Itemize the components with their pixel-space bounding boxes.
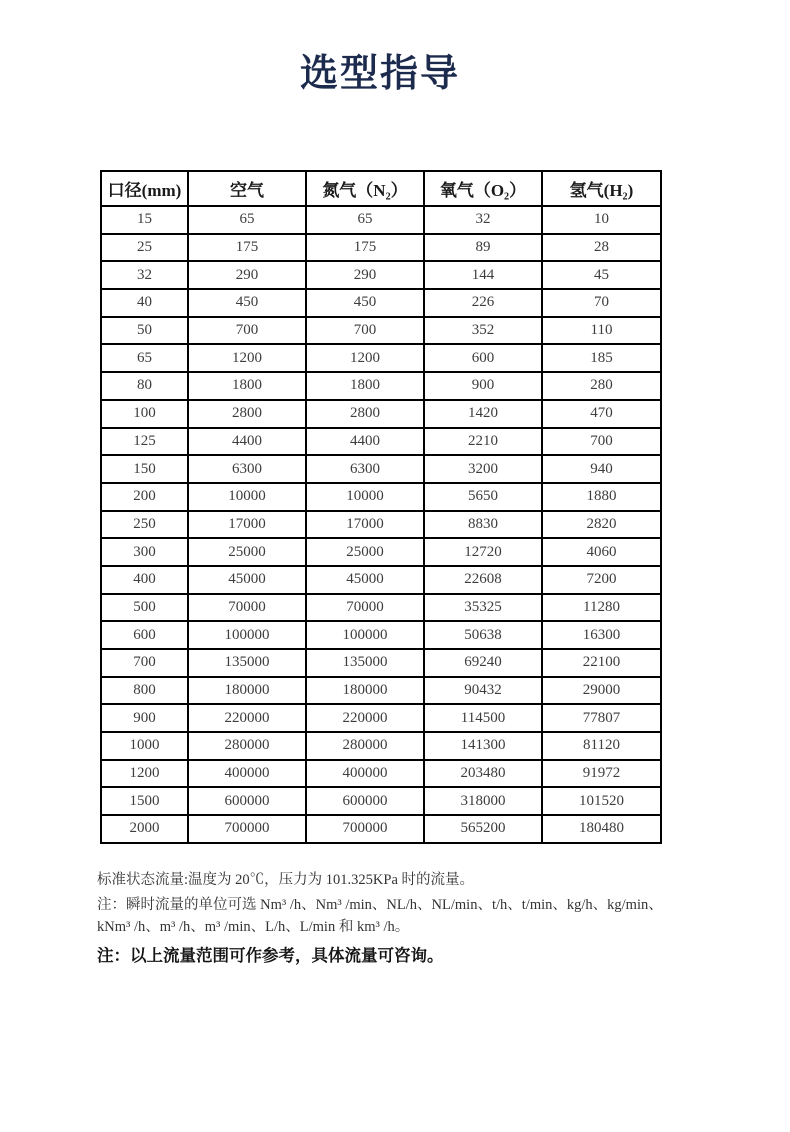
table-cell: 80 xyxy=(101,372,188,400)
table-cell: 110 xyxy=(542,317,661,345)
table-row xyxy=(101,704,661,732)
table-cell: 144 xyxy=(424,261,542,289)
table-cell: 600000 xyxy=(188,787,306,815)
table-cell: 180480 xyxy=(542,815,661,843)
table-cell: 77807 xyxy=(542,704,661,732)
table-cell: 35325 xyxy=(424,594,542,622)
table-cell: 352 xyxy=(424,317,542,345)
table-row xyxy=(101,483,661,511)
table-cell: 280 xyxy=(542,372,661,400)
table-cell: 200 xyxy=(101,483,188,511)
table-cell: 280000 xyxy=(306,732,424,760)
table-header xyxy=(101,171,661,206)
table-cell: 50638 xyxy=(424,621,542,649)
table-cell: 100 xyxy=(101,400,188,428)
table-cell: 220000 xyxy=(306,704,424,732)
table-cell: 4400 xyxy=(188,428,306,456)
column-header: 氧气（O₂） xyxy=(424,171,542,206)
table-cell: 8830 xyxy=(424,511,542,539)
table-cell: 135000 xyxy=(306,649,424,677)
note-reference: 注：以上流量范围可作参考，具体流量可咨询。 xyxy=(97,947,444,965)
table-cell: 700000 xyxy=(188,815,306,843)
table-cell: 800 xyxy=(101,677,188,705)
table-cell: 2000 xyxy=(101,815,188,843)
table-cell: 25000 xyxy=(306,538,424,566)
table-cell: 50 xyxy=(101,317,188,345)
table-cell: 565200 xyxy=(424,815,542,843)
table-cell: 150 xyxy=(101,455,188,483)
table-row xyxy=(101,566,661,594)
table-cell: 45000 xyxy=(306,566,424,594)
table-row xyxy=(101,649,661,677)
table-cell: 400 xyxy=(101,566,188,594)
table-cell: 25 xyxy=(101,234,188,262)
table-cell: 185 xyxy=(542,344,661,372)
table-cell: 6300 xyxy=(306,455,424,483)
table-row xyxy=(101,677,661,705)
table-cell: 12720 xyxy=(424,538,542,566)
table-cell: 45000 xyxy=(188,566,306,594)
table-cell: 2800 xyxy=(188,400,306,428)
table-row xyxy=(101,621,661,649)
table-cell: 700 xyxy=(101,649,188,677)
table-cell: 40 xyxy=(101,289,188,317)
table-cell: 470 xyxy=(542,400,661,428)
table-cell: 1800 xyxy=(188,372,306,400)
table-cell: 220000 xyxy=(188,704,306,732)
table-cell: 81120 xyxy=(542,732,661,760)
table-cell: 700000 xyxy=(306,815,424,843)
table-cell: 5650 xyxy=(424,483,542,511)
column-header: 空气 xyxy=(188,171,306,206)
table-row xyxy=(101,400,661,428)
table-cell: 290 xyxy=(188,261,306,289)
table-cell: 4400 xyxy=(306,428,424,456)
table-row xyxy=(101,372,661,400)
table-body xyxy=(101,206,661,843)
table-cell: 17000 xyxy=(306,511,424,539)
table-cell: 180000 xyxy=(188,677,306,705)
table-cell: 25000 xyxy=(188,538,306,566)
table-cell: 2800 xyxy=(306,400,424,428)
table-cell: 17000 xyxy=(188,511,306,539)
table-row xyxy=(101,234,661,262)
table-cell: 90432 xyxy=(424,677,542,705)
table-cell: 700 xyxy=(542,428,661,456)
table-cell: 1200 xyxy=(306,344,424,372)
note-standard-condition: 标准状态流量:温度为 20℃，压力为 101.325KPa 时的流量。 xyxy=(97,872,474,888)
table-row xyxy=(101,732,661,760)
table-cell: 1200 xyxy=(188,344,306,372)
table-row xyxy=(101,455,661,483)
table-cell: 10 xyxy=(542,206,661,234)
table-row xyxy=(101,344,661,372)
table-cell: 10000 xyxy=(306,483,424,511)
table-cell: 500 xyxy=(101,594,188,622)
table-cell: 89 xyxy=(424,234,542,262)
table-cell: 69240 xyxy=(424,649,542,677)
table-row xyxy=(101,511,661,539)
table-cell: 141300 xyxy=(424,732,542,760)
table-cell: 450 xyxy=(306,289,424,317)
column-header: 口径(mm) xyxy=(101,171,188,206)
table-cell: 940 xyxy=(542,455,661,483)
table-cell: 450 xyxy=(188,289,306,317)
table-cell: 7200 xyxy=(542,566,661,594)
table-cell: 3200 xyxy=(424,455,542,483)
table-cell: 100000 xyxy=(188,621,306,649)
table-cell: 280000 xyxy=(188,732,306,760)
table-cell: 318000 xyxy=(424,787,542,815)
table-cell: 600 xyxy=(101,621,188,649)
table-row xyxy=(101,317,661,345)
page-title: 选型指导 xyxy=(299,53,460,95)
table-cell: 1000 xyxy=(101,732,188,760)
table-cell: 100000 xyxy=(306,621,424,649)
table-cell: 32 xyxy=(424,206,542,234)
table-cell: 1800 xyxy=(306,372,424,400)
table-row xyxy=(101,594,661,622)
column-header: 氮气（N₂） xyxy=(306,171,424,206)
table-cell: 1880 xyxy=(542,483,661,511)
table-cell: 125 xyxy=(101,428,188,456)
footnotes xyxy=(97,869,717,968)
table-cell: 10000 xyxy=(188,483,306,511)
table-cell: 900 xyxy=(424,372,542,400)
table-cell: 226 xyxy=(424,289,542,317)
flow-rate-selection-table xyxy=(100,170,662,844)
table-cell: 29000 xyxy=(542,677,661,705)
table-row xyxy=(101,815,661,843)
table-cell: 22608 xyxy=(424,566,542,594)
table-cell: 700 xyxy=(188,317,306,345)
table-cell: 65 xyxy=(101,344,188,372)
table-cell: 15 xyxy=(101,206,188,234)
table-cell: 600 xyxy=(424,344,542,372)
table-row xyxy=(101,760,661,788)
table-row xyxy=(101,261,661,289)
table-cell: 70 xyxy=(542,289,661,317)
table-cell: 900 xyxy=(101,704,188,732)
table-cell: 91972 xyxy=(542,760,661,788)
table-cell: 70000 xyxy=(306,594,424,622)
table-cell: 1200 xyxy=(101,760,188,788)
table-cell: 70000 xyxy=(188,594,306,622)
table-cell: 250 xyxy=(101,511,188,539)
table-cell: 65 xyxy=(306,206,424,234)
table-cell: 22100 xyxy=(542,649,661,677)
table-cell: 32 xyxy=(101,261,188,289)
table-cell: 400000 xyxy=(188,760,306,788)
table-cell: 114500 xyxy=(424,704,542,732)
table-row xyxy=(101,538,661,566)
table-cell: 16300 xyxy=(542,621,661,649)
column-header: 氢气(H₂) xyxy=(542,171,661,206)
table-cell: 65 xyxy=(188,206,306,234)
table-cell: 290 xyxy=(306,261,424,289)
table-cell: 101520 xyxy=(542,787,661,815)
table-cell: 1500 xyxy=(101,787,188,815)
note-units-line2: kNm³ /h、m³ /h、m³ /min、L/h、L/min 和 km³ /h。 xyxy=(97,919,410,935)
table-cell: 6300 xyxy=(188,455,306,483)
table-cell: 203480 xyxy=(424,760,542,788)
table-cell: 45 xyxy=(542,261,661,289)
table-cell: 135000 xyxy=(188,649,306,677)
table-row xyxy=(101,787,661,815)
table-cell: 4060 xyxy=(542,538,661,566)
table-cell: 400000 xyxy=(306,760,424,788)
table-cell: 11280 xyxy=(542,594,661,622)
table-cell: 180000 xyxy=(306,677,424,705)
table-cell: 2820 xyxy=(542,511,661,539)
table-header-row xyxy=(101,171,661,206)
table-cell: 600000 xyxy=(306,787,424,815)
table-cell: 175 xyxy=(306,234,424,262)
table-cell: 700 xyxy=(306,317,424,345)
table-cell: 300 xyxy=(101,538,188,566)
table-cell: 28 xyxy=(542,234,661,262)
table-row xyxy=(101,428,661,456)
table-cell: 2210 xyxy=(424,428,542,456)
note-units-line1: 注：瞬时流量的单位可选 Nm³ /h、Nm³ /min、NL/h、NL/min、t/h、t/min、kg/h、kg/min、 xyxy=(97,897,663,913)
table-cell: 175 xyxy=(188,234,306,262)
table-row xyxy=(101,289,661,317)
table-cell: 1420 xyxy=(424,400,542,428)
table-row xyxy=(101,206,661,234)
